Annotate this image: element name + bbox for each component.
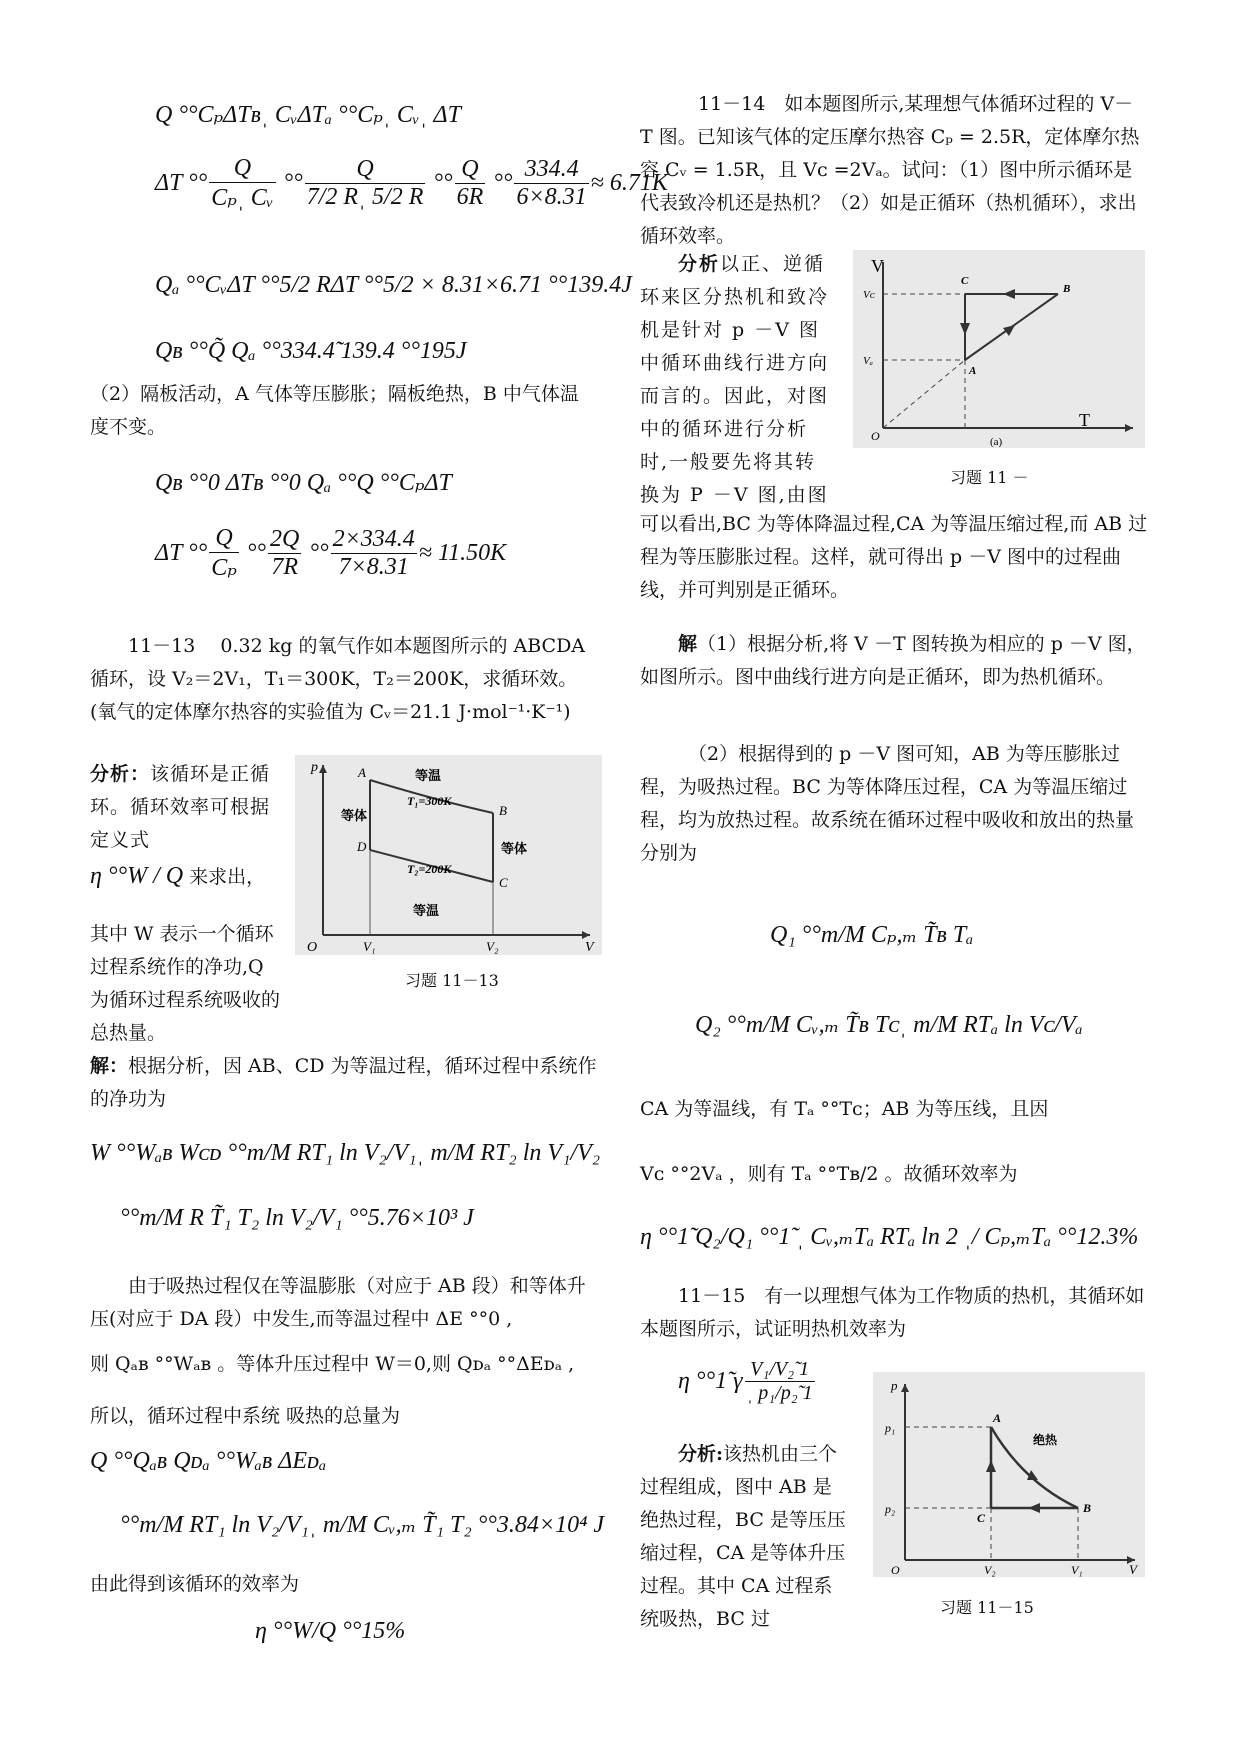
arrow-bc: [1003, 289, 1015, 299]
equation-qb: Qʙ °°Q̃ Qₐ °°334.4̃ 139.4 °°195J: [155, 338, 467, 364]
paragraph-heat-absorbed: 由于吸热过程仅在等温膨胀（对应于 AB 段）和等体升压(对应于 DA 段）中发生,而等温过程中 ΔE °°0 ,: [90, 1275, 586, 1330]
arrow-ca: [986, 1460, 996, 1472]
pv-diagram-11-15: [873, 1372, 1145, 1577]
equation-q2: Q₂ °°m/M Cᵥ,ₘ T̃ʙ Tᴄˌ m/M RTₐ ln Vᴄ/Vₐ: [695, 1012, 1083, 1038]
analysis-text: 该热机由三个过程组成，图中 AB 是绝热过程，BC 是等压压缩过程，CA 是等体升压过程。其中 CA 过程系统吸热，BC 过: [640, 1443, 846, 1630]
origin-to-a-dashed: [883, 360, 965, 428]
equation-efficiency-14: η °°1̃ Q₂/Q₁ °°1̃ ˌ Cᵥ,ₘTₐ RTₐ ln 2 ˌ/ Cₚ,ₘTₐ °°12.3%: [640, 1224, 1139, 1250]
paragraph-total-heat: 所以，循环过程中系统 吸热的总量为: [90, 1405, 401, 1427]
tick-v2: V₂: [984, 1563, 996, 1577]
equation-isobaric: Qʙ °°0 ΔTʙ °°0 Qₐ °°Q °°CₚΔT: [155, 470, 452, 496]
equation-work-2: °°m/M R T̃₁ T₂ ln V₂/V₁ °°5.76×10³ J: [120, 1205, 474, 1231]
fraction: $\frac{334.4}{6\times 8.31}$: [516, 156, 587, 210]
equation-delta-t-2: [155, 525, 506, 582]
axis-label-v: V: [1129, 1562, 1137, 1577]
equation-total-q-1: Q °°Qₐʙ Qᴅₐ °°Wₐʙ ΔEᴅₐ: [90, 1448, 327, 1474]
analysis-text: 以正、逆循环来区分热机和致冷机是针对 p －V 图中循环曲线行进方向而言的。因此，对图中的循环进行分析时,一般要先将其转换为 P －V 图,由图: [640, 253, 830, 506]
eta-definition-line: [90, 860, 265, 894]
fraction: $\frac{2Q}{7R}$: [270, 526, 300, 580]
equation-qa: Qₐ °°CᵥΔT °°5/2 RΔT °°5/2 × 8.31×6.71 °°139.4J: [155, 272, 632, 298]
figure-caption-11-13: 习题 11－13: [405, 971, 499, 990]
point-a: A: [993, 1411, 1002, 1425]
point-b: B: [1063, 283, 1071, 295]
arrow-bc: [1028, 1503, 1040, 1513]
equation-total-q-2: °°m/M RT₁ ln V₂/V₁ˌ m/M Cᵥ,ₘ T̃₁ T₂ °°3.84×10⁴ J: [120, 1512, 605, 1538]
point-d: D: [357, 839, 367, 854]
analysis-11-13: [90, 758, 280, 857]
figure-11-15: [873, 1372, 1145, 1577]
point-a: A: [969, 365, 977, 377]
tick-p1: p₁: [885, 1421, 896, 1435]
origin-label: O: [307, 940, 318, 955]
tick-v1: V₁: [1071, 1563, 1083, 1577]
equation-lhs: η °°1̃ γ: [678, 1368, 743, 1394]
tick-p2: p₂: [885, 1502, 896, 1516]
arrow-ab: [1003, 325, 1015, 336]
equation-q1: Q₁ °°m/M Cₚ,ₘ T̃ʙ Tₐ: [770, 922, 974, 948]
solution-11-13: [90, 1050, 600, 1116]
x-axis-arrow: [582, 931, 590, 939]
solution-11-14-part1: [640, 628, 1150, 694]
equation-lhs: ΔT °°: [155, 170, 208, 196]
fraction: $\frac{Q}{\text{Cₚ}}$: [211, 525, 237, 581]
arrow-ca: [960, 323, 970, 335]
paragraph-isotherm-ca: CA 为等温线，有 Tₐ °°Tᴄ；AB 为等压线，且因: [640, 1098, 1049, 1120]
label-adiabatic: 绝热: [1033, 1433, 1058, 1447]
fraction: $\frac{Q}{6R}$: [456, 156, 484, 210]
eta-formula: η °°W / Q: [90, 863, 184, 889]
y-axis-arrow: [319, 765, 327, 773]
equation-delta-t: [155, 155, 668, 212]
fraction: $\frac{Q}{\text{Cₚˌ Cᵥ}}$: [211, 155, 274, 211]
analysis-11-14-cont: 可以看出,BC 为等体降温过程,CA 为等温压缩过程,而 AB 过程为等压膨胀过程。这样，就可得出 p －V 图中的过程曲线，并可判别是正循环。: [640, 513, 1148, 601]
tick-v1: V₁: [363, 939, 376, 954]
equals-sign: °°: [427, 170, 453, 196]
tick-vc: Vᴄ: [863, 289, 875, 301]
solution-label: 解: [678, 633, 698, 655]
problem-11-15: 11－15 有一以理想气体为工作物质的热机，其循环如本题图所示，试证明热机效率为: [640, 1285, 1145, 1340]
label-isochor-left: 等体: [341, 809, 368, 824]
eta-text: 来求出，: [189, 866, 266, 888]
axis-label-v: V: [585, 940, 594, 955]
axis-label-t: T: [1079, 410, 1090, 430]
equals-sign: °°: [277, 170, 303, 196]
solution-text: 根据分析，因 AB、CD 为等温过程，循环过程中系统作的净功为: [90, 1055, 597, 1110]
label-isotherm-top: 等温: [415, 769, 442, 784]
figure-caption-11-15: 习题 11－15: [940, 1598, 1034, 1617]
figure-11-14: [853, 250, 1145, 448]
analysis-11-15: [640, 1438, 850, 1636]
fraction: $\frac{2\times 334.4}{7\times 8.31}$: [332, 526, 415, 580]
figure-11-13: [295, 755, 602, 955]
fraction: $\frac{Q}{\text{7/2 Rˌ 5/2 R}}$: [306, 156, 424, 210]
analysis-label: 分析：: [90, 763, 151, 785]
fraction: $\frac{\text{V₁/V₂̃ 1}}{\text{ˌ p₁/p₂̃ 1}}$: [746, 1358, 813, 1404]
point-b: B: [499, 803, 507, 818]
solution-text: （1）根据分析,将 V －T 图转换为相应的 p －V 图，如图所示。图中曲线行进方向是正循环，即为热机循环。: [640, 633, 1146, 688]
point-c: C: [499, 875, 508, 890]
axis-label-p: p: [311, 760, 318, 775]
analysis-11-13-cont: 其中 W 表示一个循环过程系统作的净功,Q 为循环过程系统吸收的总热量。: [90, 923, 281, 1044]
point-c: C: [977, 1511, 986, 1525]
problem-11-14: 11－14 如本题图所示,某理想气体循环过程的 V－T 图。已知该气体的定压摩尔热容 Cₚ = 2.5R，定体摩尔热容 Cᵥ = 1.5R，且 Vᴄ =2Vₐ。试问：（1）图中所示循环是代表致冷机还是热机？（2）如是正循环（热机循环），求出循环效率。: [640, 93, 1140, 247]
y-axis-arrow: [901, 1384, 909, 1392]
paragraph-efficiency-intro: 由此得到该循环的效率为: [90, 1573, 300, 1595]
solution-label: 解：: [90, 1055, 129, 1077]
label-isotherm-bottom: 等温: [413, 904, 440, 919]
origin-label: O: [871, 429, 880, 443]
axis-label-p: p: [891, 1378, 898, 1393]
paragraph-qab: 则 Qₐʙ °°Wₐʙ 。等体升压过程中 W＝0,则 Qᴅₐ °°ΔEᴅₐ ,: [90, 1353, 575, 1375]
problem-11-13: 11－13 0.32 kg 的氧气作如本题图所示的 ABCDA 循环，设 V₂＝2V₁，T₁＝300K，T₂＝200K，求循环效。(氧气的定体摩尔热容的实验值为 Cᵥ＝21.1 J·mol⁻¹·K⁻¹): [90, 635, 586, 723]
tick-v2: V₂: [486, 939, 499, 954]
label-isochor-right: 等体: [501, 842, 528, 857]
equation-work-1: W °°Wₐʙ Wᴄᴅ °°m/M RT₁ ln V₂/V₁ˌ m/M RT₂ ln V₁/V₂: [90, 1140, 601, 1166]
equals-sign: °°: [487, 170, 513, 196]
equation-result: ≈ 11.50K: [418, 540, 507, 566]
label-t2: T₂=200K: [407, 862, 452, 876]
solution-11-14-part2: （2）根据得到的 p －V 图可知，AB 为等压膨胀过程，为吸热过程。BC 为等体降压过程，CA 为等温压缩过程，均为放热过程。故系统在循环过程中吸收和放出的热量分别为: [640, 743, 1135, 864]
analysis-label: 分析:: [678, 1443, 724, 1465]
analysis-11-14: [640, 248, 830, 512]
equation-efficiency-15: [678, 1358, 817, 1405]
tick-va: Vₐ: [863, 355, 873, 367]
equals-sign: °°: [303, 540, 329, 566]
axis-label-v: V: [871, 256, 884, 276]
figure-caption-11-14: 习题 11 －: [950, 468, 1029, 487]
equals-sign: °°: [240, 540, 267, 566]
x-axis-arrow: [1125, 424, 1133, 432]
origin-label: O: [891, 1563, 900, 1577]
point-c: C: [961, 275, 969, 287]
analysis-label: 分析: [678, 253, 721, 275]
point-b: B: [1083, 1501, 1092, 1515]
equation-result: ≈ 6.71K: [590, 170, 668, 196]
paragraph-vc-2va: Vᴄ °°2Vₐ ，则有 Tₐ °°Tʙ/2 。故循环效率为: [640, 1163, 1018, 1185]
equation-q-split: Q °°CₚΔTʙˌ CᵥΔTₐ °°Cₚˌ Cᵥˌ ΔT: [155, 102, 461, 128]
vt-diagram-11-14: [853, 250, 1145, 448]
label-t1: T₁=300K: [407, 794, 452, 808]
subfigure-label: (a): [990, 436, 1003, 448]
point-a: A: [358, 765, 366, 780]
pv-diagram-11-13: [295, 755, 602, 955]
analysis-text: 该循环是正循环。循环效率可根据定义式: [90, 763, 271, 851]
equation-lhs: ΔT °°: [155, 540, 208, 566]
equation-efficiency-13: η °°W/Q °°15%: [255, 1618, 406, 1644]
paragraph-part2: （2）隔板活动，A 气体等压膨胀；隔板绝热，B 中气体温度不变。: [90, 383, 579, 438]
